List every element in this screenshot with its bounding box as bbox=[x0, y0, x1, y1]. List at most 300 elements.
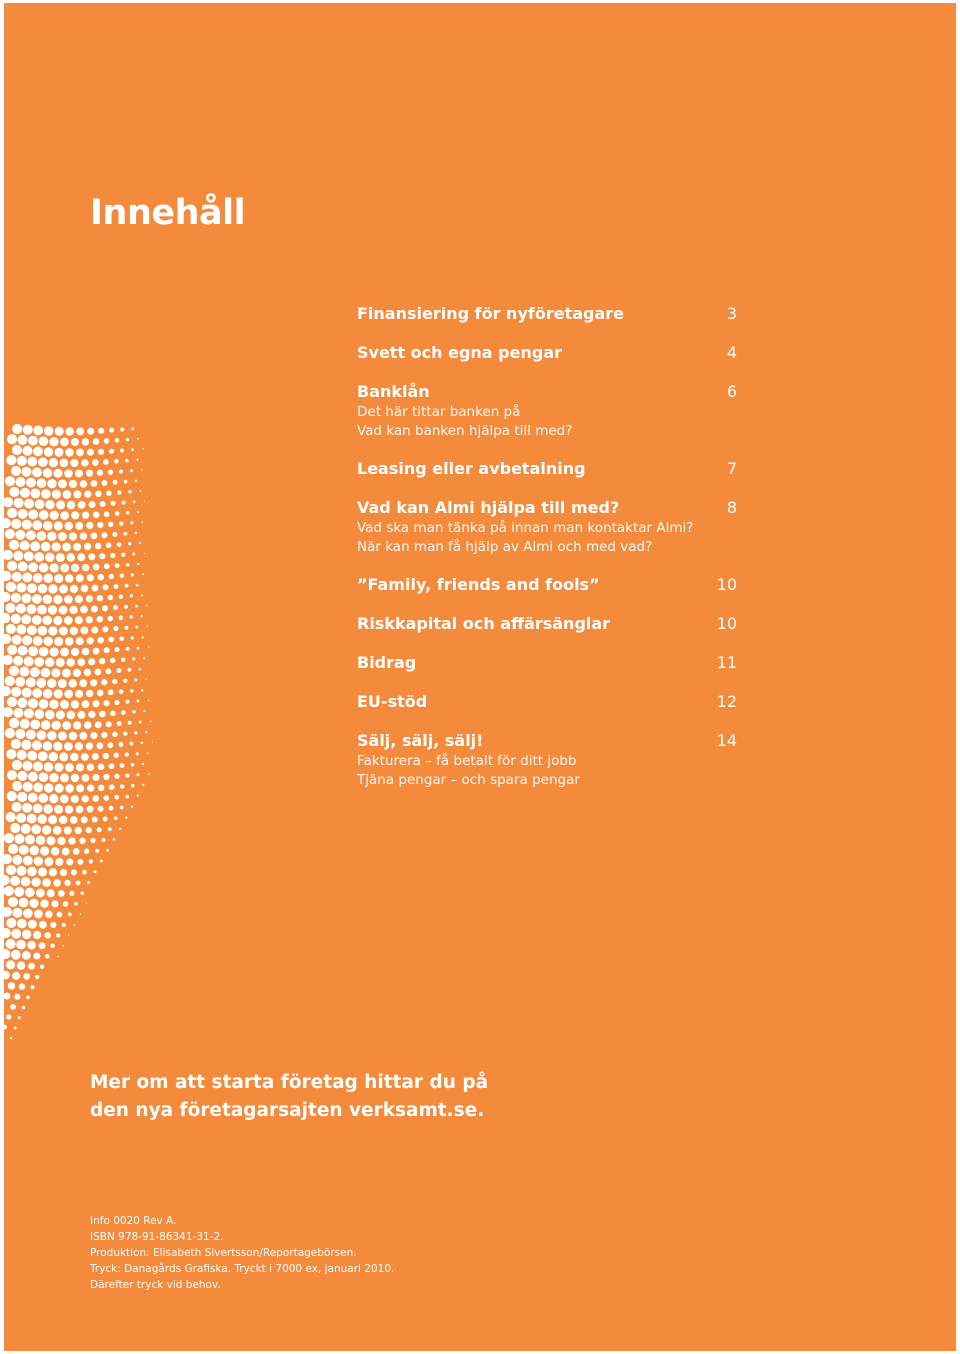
halftone-dot bbox=[19, 898, 29, 908]
halftone-dot bbox=[112, 679, 117, 684]
halftone-dot bbox=[124, 626, 128, 630]
toc-page-number: 10 bbox=[716, 614, 737, 633]
halftone-dot bbox=[71, 438, 79, 446]
halftone-dot bbox=[17, 919, 27, 929]
halftone-dot bbox=[141, 521, 143, 523]
halftone-dot bbox=[124, 605, 128, 609]
halftone-dot bbox=[53, 469, 62, 478]
halftone-dot bbox=[49, 868, 57, 876]
halftone-dot bbox=[38, 584, 48, 594]
halftone-dot bbox=[23, 425, 33, 435]
toc-entry-label: Riskkapital och affärsänglar bbox=[357, 614, 611, 633]
halftone-dot bbox=[76, 574, 84, 582]
toc-entry-heading bbox=[357, 613, 737, 635]
halftone-dot bbox=[67, 553, 76, 562]
halftone-dot bbox=[64, 880, 70, 886]
halftone-dot bbox=[128, 542, 131, 545]
promo-line: Mer om att starta företag hittar du på bbox=[90, 1072, 489, 1093]
toc-page-number: 10 bbox=[716, 575, 737, 594]
halftone-dot bbox=[77, 658, 85, 666]
halftone-dot bbox=[28, 793, 38, 803]
halftone-dot bbox=[103, 459, 109, 465]
halftone-dot bbox=[97, 637, 104, 644]
halftone-dot bbox=[4, 655, 13, 665]
colophon bbox=[90, 1213, 394, 1293]
halftone-dot bbox=[82, 564, 90, 572]
halftone-dot bbox=[15, 530, 25, 540]
halftone-dot bbox=[65, 637, 74, 646]
halftone-dot bbox=[48, 815, 57, 824]
halftone-dot bbox=[141, 615, 143, 617]
halftone-dot bbox=[4, 550, 13, 560]
halftone-dot bbox=[53, 595, 62, 604]
halftone-dot bbox=[53, 879, 61, 887]
halftone-dot bbox=[119, 521, 123, 525]
halftone-dot bbox=[143, 710, 145, 712]
halftone-dot bbox=[86, 690, 93, 697]
halftone-dot bbox=[47, 532, 56, 541]
halftone-dot bbox=[27, 814, 37, 824]
halftone-dot bbox=[9, 487, 19, 497]
halftone-dot bbox=[58, 479, 67, 488]
promo-line: den nya företagarsajten verksamt.se. bbox=[90, 1100, 485, 1121]
halftone-dot bbox=[131, 636, 134, 639]
halftone-dot bbox=[48, 584, 57, 593]
halftone-dot bbox=[87, 449, 94, 456]
halftone-dot bbox=[110, 658, 115, 663]
halftone-dot bbox=[82, 870, 87, 875]
promo-text bbox=[90, 1069, 488, 1125]
halftone-dot bbox=[131, 573, 134, 576]
halftone-dot bbox=[41, 668, 51, 678]
toc-entry-heading bbox=[357, 574, 737, 596]
halftone-dot bbox=[34, 709, 44, 719]
halftone-dot bbox=[23, 782, 33, 792]
halftone-dot bbox=[113, 838, 115, 840]
halftone-dot bbox=[148, 647, 149, 648]
halftone-dot bbox=[87, 637, 94, 644]
halftone-dot bbox=[64, 826, 72, 834]
halftone-dot bbox=[98, 574, 104, 580]
halftone-dot bbox=[47, 889, 55, 897]
halftone-dot bbox=[139, 668, 142, 671]
halftone-dot bbox=[18, 1016, 21, 1019]
halftone-dot bbox=[109, 806, 114, 811]
halftone-dot bbox=[51, 668, 60, 677]
halftone-dot bbox=[65, 427, 73, 435]
halftone-dot bbox=[5, 728, 15, 738]
halftone-dot bbox=[76, 763, 84, 771]
halftone-dot bbox=[90, 532, 97, 539]
halftone-dot bbox=[26, 530, 36, 540]
halftone-dot bbox=[126, 647, 130, 651]
halftone-dot bbox=[102, 838, 106, 842]
halftone-dot bbox=[130, 521, 133, 524]
toc-entry-heading bbox=[357, 381, 737, 403]
halftone-dot bbox=[104, 647, 110, 653]
halftone-dot bbox=[136, 584, 139, 587]
halftone-dot bbox=[50, 563, 59, 572]
halftone-dot bbox=[4, 833, 14, 843]
halftone-dot bbox=[101, 732, 107, 738]
halftone-dot bbox=[84, 669, 92, 677]
halftone-dot bbox=[117, 490, 121, 494]
halftone-dot bbox=[27, 583, 37, 593]
halftone-dot bbox=[136, 459, 138, 461]
halftone-dot bbox=[131, 448, 134, 451]
halftone-dot bbox=[125, 584, 129, 588]
halftone-dot bbox=[6, 624, 16, 634]
halftone-dot bbox=[43, 521, 53, 531]
halftone-dot bbox=[81, 816, 88, 823]
halftone-dot bbox=[50, 511, 59, 520]
halftone-dot bbox=[98, 449, 104, 455]
halftone-dot bbox=[114, 816, 118, 820]
halftone-dot bbox=[16, 813, 26, 823]
halftone-dot bbox=[131, 763, 135, 767]
halftone-dot bbox=[45, 710, 55, 720]
halftone-dot bbox=[30, 488, 40, 498]
halftone-dot bbox=[70, 816, 78, 824]
halftone-dot bbox=[123, 532, 127, 536]
halftone-dot bbox=[90, 838, 95, 843]
halftone-dot bbox=[56, 500, 65, 509]
halftone-dot bbox=[92, 585, 99, 592]
halftone-dot bbox=[33, 426, 43, 436]
halftone-dot bbox=[28, 562, 38, 572]
halftone-dot bbox=[113, 605, 118, 610]
halftone-dot bbox=[139, 542, 141, 544]
halftone-dot bbox=[22, 761, 32, 771]
halftone-dot bbox=[45, 553, 54, 562]
halftone-dot bbox=[13, 656, 23, 666]
halftone-dot bbox=[56, 553, 65, 562]
halftone-dot bbox=[99, 553, 105, 559]
halftone-dot bbox=[32, 615, 42, 625]
halftone-dot bbox=[75, 827, 82, 834]
toc-subentry: Fakturera – få betalt för ditt jobb bbox=[357, 753, 577, 769]
halftone-dot bbox=[150, 720, 151, 721]
halftone-dot bbox=[135, 605, 138, 608]
halftone-dot bbox=[125, 774, 129, 778]
halftone-dot bbox=[22, 520, 32, 530]
halftone-dot bbox=[84, 848, 90, 854]
halftone-dot bbox=[45, 911, 52, 918]
halftone-dot bbox=[79, 679, 87, 687]
halftone-dot bbox=[45, 954, 50, 959]
toc-page-number: 12 bbox=[716, 692, 737, 711]
halftone-dot bbox=[27, 625, 37, 635]
halftone-dot bbox=[65, 763, 74, 772]
halftone-dot bbox=[40, 964, 44, 968]
halftone-dot bbox=[18, 646, 28, 656]
halftone-dot bbox=[82, 774, 90, 782]
halftone-dot bbox=[6, 455, 16, 465]
halftone-dot bbox=[7, 561, 17, 571]
toc-entry-label: EU-stöd bbox=[357, 692, 428, 711]
halftone-dot bbox=[51, 900, 58, 907]
halftone-dot bbox=[29, 899, 38, 908]
halftone-dot bbox=[79, 732, 87, 740]
halftone-dot bbox=[5, 676, 15, 686]
halftone-dot bbox=[93, 648, 100, 655]
halftone-dot bbox=[86, 616, 93, 623]
halftone-dot bbox=[33, 952, 40, 959]
halftone-dot bbox=[62, 848, 70, 856]
halftone-dot bbox=[131, 784, 134, 787]
halftone-dot bbox=[109, 784, 115, 790]
halftone-dot bbox=[81, 459, 89, 467]
halftone-dot bbox=[95, 491, 101, 497]
halftone-dot bbox=[22, 572, 32, 582]
halftone-dot bbox=[113, 480, 118, 485]
halftone-dot bbox=[128, 721, 132, 725]
halftone-dot bbox=[130, 615, 133, 618]
halftone-dot bbox=[39, 942, 46, 949]
halftone-dot bbox=[104, 438, 110, 444]
halftone-dot bbox=[49, 794, 58, 803]
halftone-dot bbox=[108, 689, 114, 695]
halftone-dot bbox=[136, 773, 139, 776]
halftone-dot bbox=[44, 783, 54, 793]
halftone-dot bbox=[141, 742, 144, 745]
halftone-dot bbox=[50, 922, 56, 928]
halftone-dot bbox=[21, 467, 31, 477]
halftone-dot bbox=[21, 877, 31, 887]
halftone-dot bbox=[20, 488, 30, 498]
halftone-dot bbox=[55, 858, 63, 866]
halftone-dot bbox=[60, 459, 69, 468]
halftone-dot bbox=[78, 501, 86, 509]
halftone-dot bbox=[4, 992, 10, 999]
halftone-dot bbox=[38, 457, 48, 467]
halftone-dot bbox=[93, 511, 100, 518]
halftone-dot bbox=[55, 784, 64, 793]
halftone-dot bbox=[90, 732, 97, 739]
halftone-dot bbox=[14, 994, 20, 1000]
halftone-dot bbox=[29, 846, 39, 856]
halftone-dot bbox=[32, 467, 42, 477]
halftone-dot bbox=[92, 795, 99, 802]
halftone-dot bbox=[92, 459, 99, 466]
halftone-dot bbox=[7, 434, 17, 444]
halftone-dot bbox=[115, 563, 120, 568]
halftone-dot bbox=[144, 500, 145, 501]
halftone-dot bbox=[114, 774, 119, 779]
halftone-dot bbox=[31, 985, 35, 989]
halftone-dot bbox=[99, 711, 106, 718]
halftone-dot bbox=[17, 771, 27, 781]
halftone-dot bbox=[26, 677, 36, 687]
halftone-dot bbox=[69, 532, 77, 540]
toc-entry-label: Leasing eller avbetalning bbox=[357, 459, 586, 478]
halftone-dot bbox=[9, 718, 19, 728]
halftone-dot bbox=[10, 1037, 12, 1039]
halftone-dot bbox=[69, 679, 78, 688]
halftone-dot bbox=[23, 856, 33, 866]
halftone-dot bbox=[12, 972, 20, 980]
halftone-dot bbox=[20, 719, 30, 729]
halftone-dot bbox=[120, 574, 124, 578]
halftone-dot bbox=[95, 849, 99, 853]
halftone-dot bbox=[86, 827, 92, 833]
halftone-dot bbox=[123, 679, 127, 683]
halftone-dot bbox=[84, 543, 91, 550]
halftone-dot bbox=[88, 553, 95, 560]
halftone-dot bbox=[17, 792, 27, 802]
halftone-dot bbox=[75, 742, 83, 750]
halftone-dot bbox=[49, 700, 58, 709]
halftone-dot bbox=[136, 752, 139, 755]
halftone-dot bbox=[134, 678, 137, 681]
halftone-dot bbox=[39, 921, 47, 929]
halftone-dot bbox=[94, 870, 97, 873]
halftone-dot bbox=[44, 762, 54, 772]
toc-page-number: 6 bbox=[726, 382, 737, 401]
halftone-dot bbox=[142, 448, 143, 449]
halftone-dot bbox=[12, 635, 22, 645]
halftone-dot bbox=[6, 749, 16, 759]
halftone-dot bbox=[6, 1014, 11, 1019]
halftone-dot bbox=[103, 753, 109, 759]
halftone-dot bbox=[64, 595, 73, 604]
halftone-dot bbox=[56, 933, 60, 937]
halftone-dot bbox=[121, 553, 125, 557]
halftone-dot bbox=[104, 511, 110, 517]
halftone-dot bbox=[27, 941, 36, 950]
halftone-dot bbox=[54, 805, 63, 814]
halftone-dot bbox=[52, 490, 61, 499]
halftone-dot bbox=[43, 637, 53, 647]
halftone-dot bbox=[33, 931, 41, 939]
halftone-dot bbox=[91, 627, 98, 634]
halftone-dot bbox=[54, 689, 63, 698]
halftone-dot bbox=[48, 605, 57, 614]
halftone-dot bbox=[32, 688, 42, 698]
halftone-dot bbox=[49, 752, 58, 761]
halftone-dot bbox=[32, 594, 42, 604]
halftone-dot bbox=[132, 552, 135, 555]
toc-entry bbox=[357, 574, 737, 596]
halftone-dot bbox=[4, 518, 11, 528]
halftone-dot bbox=[136, 626, 139, 629]
halftone-dot bbox=[47, 836, 56, 845]
toc-entry-heading bbox=[357, 458, 737, 480]
halftone-dot bbox=[130, 469, 133, 472]
halftone-dot bbox=[14, 887, 24, 897]
halftone-dot bbox=[11, 593, 21, 603]
halftone-dot bbox=[106, 490, 111, 495]
halftone-dot bbox=[25, 888, 35, 898]
halftone-dot bbox=[7, 645, 17, 655]
halftone-dot bbox=[15, 729, 25, 739]
halftone-dot bbox=[36, 678, 46, 688]
colophon-line: Därefter tryck vid behov. bbox=[90, 1279, 221, 1291]
halftone-dot bbox=[75, 522, 83, 530]
halftone-dot bbox=[125, 816, 127, 818]
halftone-dot bbox=[125, 700, 129, 704]
halftone-dot bbox=[11, 519, 21, 529]
halftone-dot bbox=[88, 711, 95, 718]
halftone-dot bbox=[42, 825, 51, 834]
halftone-dot bbox=[27, 604, 37, 614]
halftone-dot bbox=[75, 469, 83, 477]
halftone-dot bbox=[68, 913, 72, 917]
halftone-dot bbox=[115, 438, 120, 443]
halftone-dot bbox=[28, 509, 38, 519]
halftone-dot bbox=[21, 824, 31, 834]
halftone-dot bbox=[43, 468, 53, 478]
page bbox=[4, 3, 956, 1351]
halftone-dot bbox=[39, 772, 49, 782]
halftone-dot bbox=[44, 426, 53, 435]
halftone-dot bbox=[44, 932, 51, 939]
halftone-dot bbox=[126, 438, 129, 441]
halftone-dot bbox=[80, 606, 88, 614]
halftone-dot bbox=[132, 657, 135, 660]
halftone-dot bbox=[47, 731, 56, 740]
halftone-dot bbox=[37, 605, 47, 615]
halftone-dot bbox=[49, 458, 58, 467]
halftone-dot bbox=[142, 636, 144, 638]
halftone-dot bbox=[23, 909, 33, 919]
halftone-dot bbox=[4, 971, 10, 980]
halftone-dot bbox=[34, 910, 43, 919]
halftone-dot bbox=[24, 709, 34, 719]
halftone-dot bbox=[106, 542, 112, 548]
halftone-dot bbox=[108, 470, 113, 475]
halftone-dot bbox=[23, 973, 30, 980]
halftone-dot bbox=[69, 891, 74, 896]
halftone-dot bbox=[33, 573, 43, 583]
halftone-dot bbox=[66, 658, 75, 667]
halftone-dot bbox=[121, 658, 125, 662]
halftone-dot bbox=[81, 627, 89, 635]
halftone-dot bbox=[92, 816, 98, 822]
toc-entry bbox=[357, 458, 737, 480]
halftone-dot bbox=[28, 698, 38, 708]
halftone-dot bbox=[64, 742, 73, 751]
halftone-dot bbox=[14, 834, 24, 844]
halftone-dot bbox=[14, 1027, 17, 1030]
halftone-dot bbox=[95, 721, 102, 728]
halftone-dot bbox=[56, 912, 62, 918]
halftone-dot bbox=[86, 742, 94, 750]
halftone-dot bbox=[115, 511, 120, 516]
halftone-dot bbox=[65, 784, 74, 793]
halftone-dot bbox=[76, 637, 84, 645]
halftone-dot bbox=[108, 522, 113, 527]
halftone-dot bbox=[19, 667, 29, 677]
halftone-dot bbox=[22, 803, 32, 813]
halftone-dot bbox=[100, 860, 103, 863]
halftone-dot bbox=[106, 849, 109, 852]
halftone-dot bbox=[6, 960, 15, 969]
halftone-dot bbox=[50, 944, 55, 949]
toc-subentry: Vad kan banken hjälpa till med? bbox=[357, 423, 573, 439]
halftone-dot bbox=[92, 774, 99, 781]
halftone-dot bbox=[41, 720, 51, 730]
halftone-dot bbox=[43, 804, 52, 813]
halftone-dot bbox=[53, 616, 62, 625]
halftone-dot bbox=[101, 532, 107, 538]
halftone-dot bbox=[113, 626, 118, 631]
colophon-line: Info 0020 Rev A. bbox=[90, 1215, 177, 1227]
halftone-dot bbox=[95, 543, 102, 550]
halftone-dot bbox=[53, 742, 62, 751]
halftone-dot bbox=[70, 753, 78, 761]
halftone-dot bbox=[51, 847, 60, 856]
